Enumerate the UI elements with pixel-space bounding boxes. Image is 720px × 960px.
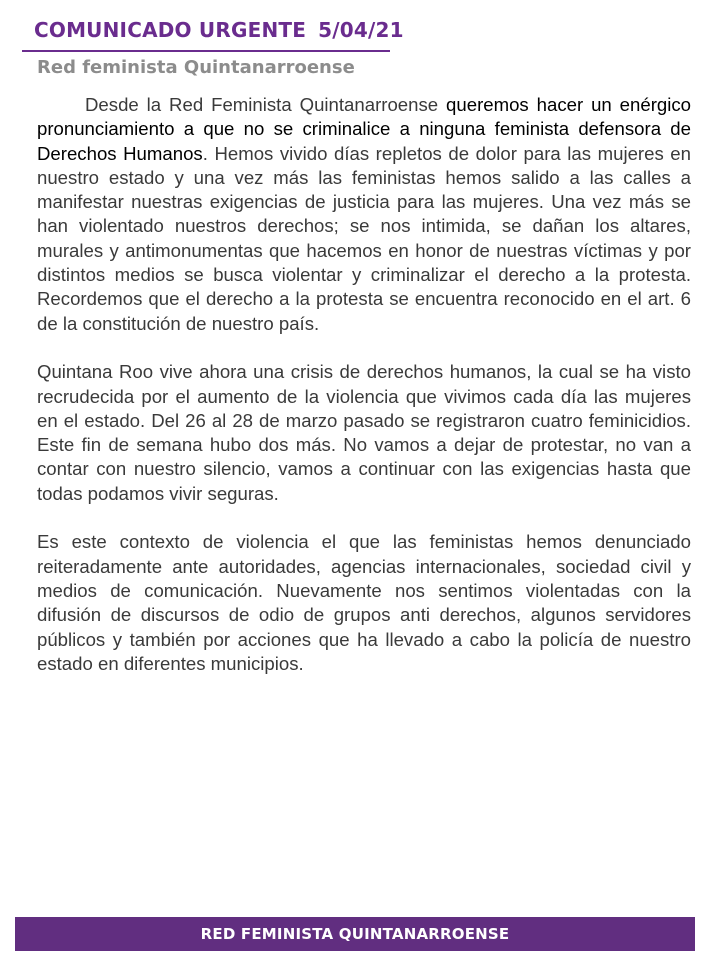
document-header bbox=[34, 18, 404, 42]
page-title bbox=[34, 18, 404, 42]
title-text: COMUNICADO URGENTE bbox=[34, 18, 307, 42]
paragraph-1 bbox=[37, 93, 691, 336]
paragraph-3: Es este contexto de violencia el que las feministas hemos denunciado reiteradamente ante autoridades, agencias internacionales, sociedad civil y medios de comunicación. Nuevamente nos sentimos violentadas con la difusión de discursos de odio de grupos anti derechos, algunos servidores públicos y también por acciones que ha llevado a cabo la policía de nuestro estado en diferentes municipios. bbox=[37, 531, 691, 674]
paragraph-1-highlight: queremos hacer un enérgico pronunciamiento a que no se criminalice a ninguna feminista defensora de Derechos Humanos bbox=[37, 94, 692, 164]
footer-banner bbox=[15, 917, 695, 951]
statement-body bbox=[37, 93, 691, 700]
title-underline bbox=[22, 50, 390, 52]
paragraph-2: Quintana Roo vive ahora una crisis de derechos humanos, la cual se ha visto recrudecida por el aumento de la violencia que vivimos cada día las mujeres en el estado. Del 26 al 28 de marzo pasado se registraron cuatro feminicidios. Este fin de semana hubo dos más. No vamos a dejar de protestar, no van a contar con nuestro silencio, vamos a continuar con las exigencias hasta que todas podamos vivir seguras. bbox=[37, 361, 691, 504]
paragraph-1-rest: . Hemos vivido días repletos de dolor para las mujeres en nuestro estado y una vez más las feministas hemos salido a las calles a manifestar nuestras exigencias de justicia para las mujeres. Una vez más se han violentado nuestros derechos; se nos intimida, se dañan los altares, murales y antimonumentas que hacemos en honor de nuestras víctimas y por distintos medios se busca violentar y criminalizar el derecho a la protesta. Recordemos que el derecho a la protesta se encuentra reconocido en el art. 6 de la constitución de nuestro país. bbox=[37, 142, 691, 334]
subtitle: Red feminista Quintanarroense bbox=[37, 57, 355, 78]
paragraph-1-intro: Desde la Red Feminista Quintanarroense bbox=[85, 94, 447, 115]
footer-label: RED FEMINISTA QUINTANARROENSE bbox=[200, 925, 510, 943]
title-date: 5/04/21 bbox=[318, 18, 404, 42]
